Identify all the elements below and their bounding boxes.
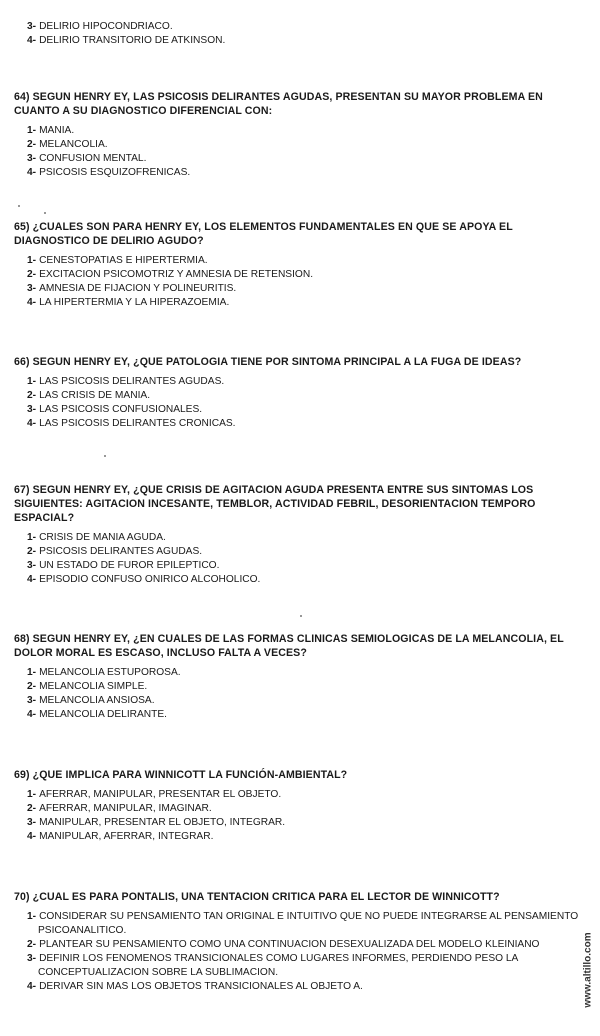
option-number: 3- <box>27 283 37 294</box>
question-text <box>14 355 584 369</box>
option-text: CRISIS DE MANIA AGUDA. <box>39 532 166 543</box>
option <box>14 910 584 938</box>
question-number: 70) <box>14 891 30 903</box>
option <box>14 296 584 310</box>
question-number: 69) <box>14 769 30 781</box>
question-body: ¿CUAL ES PARA PONTALIS, UNA TENTACION CRITICA PARA EL LECTOR DE WINNICOTT? <box>32 891 500 903</box>
option-text: DERIVAR SIN MAS LOS OBJETOS TRANSICIONALES AL OBJETO A. <box>39 981 363 992</box>
option-text: MELANCOLIA SIMPLE. <box>39 681 148 692</box>
option-text: LAS PSICOSIS DELIRANTES AGUDAS. <box>39 376 225 387</box>
option <box>14 20 584 34</box>
option-number: 3- <box>27 153 37 164</box>
option-text: CONFUSION MENTAL. <box>39 153 147 164</box>
option-number: 4- <box>27 574 37 585</box>
option-text: MELANCOLIA DELIRANTE. <box>39 709 168 720</box>
option <box>14 788 584 802</box>
option-text: AFERRAR, MANIPULAR, IMAGINAR. <box>39 803 212 814</box>
question-number: 64) <box>14 91 30 103</box>
option-number: 2- <box>27 681 37 692</box>
option <box>14 694 584 708</box>
question-number: 68) <box>14 633 30 645</box>
question-text <box>14 90 584 118</box>
option <box>14 531 584 545</box>
question-body: SEGUN HENRY EY, ¿QUE CRISIS DE AGITACION AGUDA PRESENTA ENTRE SUS SINTOMAS LOS SIGUIENTES: AGITACION INCESANTE, TEMBLOR, ACTIVIDAD FEBRIL, DESORIENTACION TEMPORO ESPACIAL? <box>14 484 536 524</box>
option-list <box>14 254 584 310</box>
option-number: 2- <box>27 546 37 557</box>
option <box>14 938 584 952</box>
option <box>14 166 584 180</box>
question-text <box>14 768 584 782</box>
option <box>14 680 584 694</box>
watermark-text: www.altillo.com <box>582 932 594 1008</box>
option-number: 3- <box>27 953 37 964</box>
option-list <box>14 531 584 587</box>
scan-speck <box>44 212 46 214</box>
option-number: 4- <box>27 167 37 178</box>
option-text: LAS PSICOSIS DELIRANTES CRONICAS. <box>39 418 236 429</box>
question-text <box>14 220 584 248</box>
option-list <box>14 788 584 844</box>
option-text: CONSIDERAR SU PENSAMIENTO TAN ORIGINAL E INTUITIVO QUE NO PUEDE INTEGRARSE AL PENSAMIENTO PSICOANALITICO. <box>38 911 579 936</box>
option <box>14 389 584 403</box>
option-number: 1- <box>27 789 37 800</box>
question-text <box>14 890 584 904</box>
option <box>14 708 584 722</box>
question-66 <box>14 355 584 431</box>
option-number: 4- <box>27 831 37 842</box>
question-text <box>14 632 584 660</box>
option-list <box>14 375 584 431</box>
option <box>14 403 584 417</box>
option-text: PSICOSIS DELIRANTES AGUDAS. <box>39 546 203 557</box>
option-number: 2- <box>27 803 37 814</box>
option-number: 1- <box>27 911 37 922</box>
option-text: PLANTEAR SU PENSAMIENTO COMO UNA CONTINUACION DESEXUALIZADA DEL MODELO KLEINIANO <box>39 939 540 950</box>
question-68 <box>14 632 584 722</box>
watermark <box>582 920 594 1020</box>
option-number: 3- <box>27 817 37 828</box>
option-number: 3- <box>27 560 37 571</box>
question-67 <box>14 483 584 587</box>
option <box>14 282 584 296</box>
question-number: 66) <box>14 356 30 368</box>
option-number: 1- <box>27 376 37 387</box>
question-number: 67) <box>14 484 30 496</box>
option-text: MANIPULAR, PRESENTAR EL OBJETO, INTEGRAR. <box>39 817 286 828</box>
option <box>14 545 584 559</box>
question-69 <box>14 768 584 844</box>
option-list <box>14 124 584 180</box>
option <box>14 254 584 268</box>
option-text: UN ESTADO DE FUROR EPILEPTICO. <box>39 560 220 571</box>
option-text: LAS PSICOSIS CONFUSIONALES. <box>39 404 203 415</box>
option <box>14 802 584 816</box>
option-text: MANIPULAR, AFERRAR, INTEGRAR. <box>39 831 214 842</box>
option-number: 4- <box>27 35 37 46</box>
option-number: 1- <box>27 532 37 543</box>
option <box>14 124 584 138</box>
option-number: 2- <box>27 269 37 280</box>
option-text: DELIRIO TRANSITORIO DE ATKINSON. <box>39 35 226 46</box>
option <box>14 830 584 844</box>
option <box>14 375 584 389</box>
question-70 <box>14 890 584 994</box>
question-body: ¿CUALES SON PARA HENRY EY, LOS ELEMENTOS FUNDAMENTALES EN QUE SE APOYA EL DIAGNOSTICO DE DELIRIO AGUDO? <box>14 221 513 247</box>
option-number: 2- <box>27 939 37 950</box>
option-text: MELANCOLIA ESTUPOROSA. <box>39 667 181 678</box>
option <box>14 666 584 680</box>
option-text: MELANCOLIA. <box>39 139 108 150</box>
option-text: DEFINIR LOS FENOMENOS TRANSICIONALES COMO LUGARES INFORMES, PERDIENDO PESO LA CONCEPTUALIZACION SOBRE LA SUBLIMACION. <box>38 953 518 978</box>
option-number: 4- <box>27 981 37 992</box>
scan-speck <box>18 205 20 207</box>
scan-speck <box>104 455 106 457</box>
option-number: 3- <box>27 695 37 706</box>
option-text: DELIRIO HIPOCONDRIACO. <box>39 21 173 32</box>
option-number: 2- <box>27 139 37 150</box>
option-text: MELANCOLIA ANSIOSA. <box>39 695 155 706</box>
option-number: 4- <box>27 418 37 429</box>
question-64 <box>14 90 584 180</box>
option-list <box>14 666 584 722</box>
scan-speck <box>300 615 302 617</box>
question-text <box>14 483 584 525</box>
option-text: EXCITACION PSICOMOTRIZ Y AMNESIA DE RETENSION. <box>39 269 314 280</box>
question-number: 65) <box>14 221 30 233</box>
option <box>14 980 584 994</box>
option <box>14 816 584 830</box>
option-number: 3- <box>27 21 37 32</box>
option-text: AFERRAR, MANIPULAR, PRESENTAR EL OBJETO. <box>39 789 282 800</box>
question-65 <box>14 220 584 310</box>
option-number: 4- <box>27 297 37 308</box>
option-number: 3- <box>27 404 37 415</box>
option-list <box>14 910 584 994</box>
question-body: ¿QUE IMPLICA PARA WINNICOTT LA FUNCIÓN-AMBIENTAL? <box>32 769 348 781</box>
option-text: EPISODIO CONFUSO ONIRICO ALCOHOLICO. <box>39 574 261 585</box>
option-number: 4- <box>27 709 37 720</box>
option <box>14 559 584 573</box>
option <box>14 417 584 431</box>
continued-options <box>14 20 584 48</box>
question-body: SEGUN HENRY EY, LAS PSICOSIS DELIRANTES AGUDAS, PRESENTAN SU MAYOR PROBLEMA EN CUANTO A SU DIAGNOSTICO DIFERENCIAL CON: <box>14 91 543 117</box>
option-text: MANIA. <box>39 125 75 136</box>
option-text: CENESTOPATIAS E HIPERTERMIA. <box>39 255 208 266</box>
option-number: 1- <box>27 125 37 136</box>
option <box>14 268 584 282</box>
option <box>14 952 584 980</box>
option <box>14 138 584 152</box>
question-body: SEGUN HENRY EY, ¿QUE PATOLOGIA TIENE POR SINTOMA PRINCIPAL A LA FUGA DE IDEAS? <box>32 356 522 368</box>
option <box>14 573 584 587</box>
option-text: PSICOSIS ESQUIZOFRENICAS. <box>39 167 191 178</box>
option-number: 2- <box>27 390 37 401</box>
option-text: LAS CRISIS DE MANIA. <box>39 390 151 401</box>
option-number: 1- <box>27 255 37 266</box>
option-text: AMNESIA DE FIJACION Y POLINEURITIS. <box>39 283 237 294</box>
option <box>14 34 584 48</box>
option-number: 1- <box>27 667 37 678</box>
option-text: LA HIPERTERMIA Y LA HIPERAZOEMIA. <box>39 297 230 308</box>
question-body: SEGUN HENRY EY, ¿EN CUALES DE LAS FORMAS CLINICAS SEMIOLOGICAS DE LA MELANCOLIA, EL DOLOR MORAL ES ESCASO, INCLUSO FALTA A VECES? <box>14 633 564 659</box>
option <box>14 152 584 166</box>
